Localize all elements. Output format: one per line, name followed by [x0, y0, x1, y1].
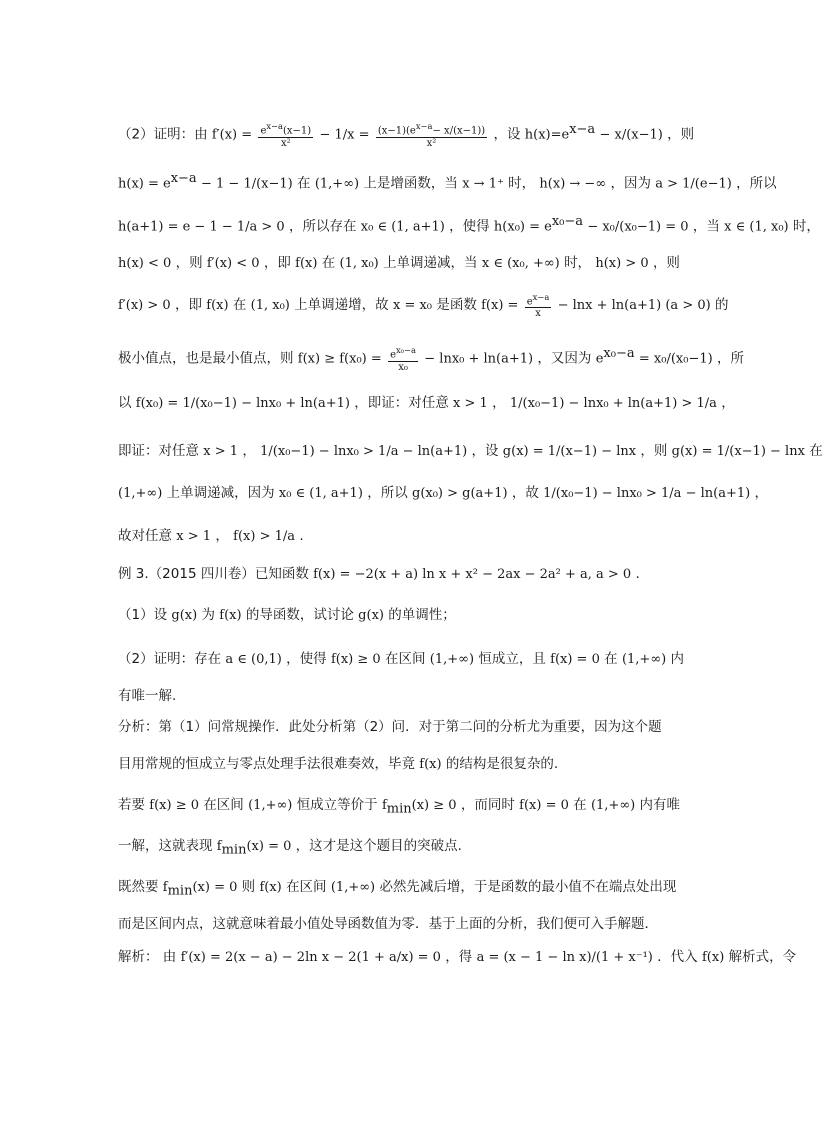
math: g(x₀) > g(a+1): [412, 486, 508, 501]
math: f(x): [701, 950, 725, 965]
math: (x) = 0: [246, 839, 292, 854]
text: ，使得: [449, 218, 490, 235]
exponent: x−a: [415, 121, 433, 132]
math: 1/(x₀−1) − lnx₀ > 1/a − ln(a+1): [260, 444, 468, 459]
text: 在: [297, 175, 311, 192]
text: 是函数: [436, 297, 477, 313]
math: f(x) ≥ 0: [149, 798, 200, 813]
text: 解析： 由: [118, 949, 177, 965]
text: 解析式，令: [728, 949, 797, 965]
exponent: x₀−a: [551, 214, 584, 229]
text: 时，: [564, 255, 592, 271]
line-12: [118, 600, 678, 630]
math: f(x) > 1/a: [233, 529, 296, 544]
math: (1,+∞): [429, 652, 475, 667]
math: 1/(x₀−1) − lnx₀ + ln(a+1) > 1/a: [509, 396, 717, 411]
exponent: x−a: [532, 291, 550, 302]
text: ，则: [640, 443, 668, 459]
math: g(x): [358, 608, 384, 623]
math: − x/(x−1)): [432, 125, 486, 137]
text: ，使得: [286, 651, 327, 667]
math: x > 1: [203, 444, 239, 459]
math: a = (x − 1 − ln x)/(1 + x⁻¹): [476, 950, 653, 965]
text: 的结构是很复杂的.: [445, 756, 559, 772]
text: 的单调性；: [388, 607, 456, 623]
math: g(x): [171, 608, 198, 623]
math: − x/(x−1): [599, 127, 663, 143]
math: x: [535, 308, 541, 320]
math: f(x) = 0: [519, 798, 569, 813]
text: .: [635, 566, 640, 582]
text: ．代入: [657, 949, 698, 965]
math: f′(x) =: [211, 127, 253, 143]
text: 时，: [508, 175, 536, 192]
fraction: [388, 345, 418, 372]
line-1: [118, 115, 695, 149]
text: ，则: [667, 126, 695, 143]
line-11: [118, 559, 678, 589]
text: ，: [721, 395, 735, 411]
math: (1,+∞): [330, 880, 376, 895]
text: ，当: [692, 218, 720, 235]
text: ，即证：对任意: [354, 395, 449, 411]
subscript: min: [167, 883, 193, 899]
line-16: [118, 749, 678, 779]
text: 在区间: [384, 651, 426, 667]
text: 时，: [792, 218, 820, 235]
text: 在: [321, 255, 336, 271]
fraction: [525, 292, 552, 319]
text: 而是区间内点，这就意味着最小值处导函数值为零．基于上面的分析，我们便可入手解题．: [118, 916, 658, 932]
line-20: [118, 909, 678, 939]
line-3: [118, 207, 820, 237]
line-21: [118, 942, 797, 972]
text: ，即: [174, 297, 202, 313]
math: f(x): [259, 880, 282, 895]
math: f(x) =: [481, 298, 519, 313]
math: e: [595, 351, 604, 367]
text: ，而同时: [460, 797, 515, 813]
line-13: [118, 644, 685, 674]
math: f(x): [206, 298, 229, 313]
math: e: [390, 349, 396, 361]
math: x ∈ (1, x₀): [724, 219, 789, 235]
text: 例 3.（2015 四川卷）已知函数: [118, 566, 309, 582]
text: （2）证明：由: [118, 126, 208, 143]
line-8: [118, 436, 823, 466]
math: f: [216, 839, 222, 854]
math: x = x₀: [392, 298, 433, 313]
math: a ∈ (0,1): [225, 652, 282, 667]
math: f′(x) < 0: [206, 256, 260, 271]
math: h(x)=e: [524, 127, 570, 143]
math: 1/(x₀−1) − lnx₀ > 1/a − ln(a+1): [543, 486, 751, 501]
text: 若要: [118, 797, 145, 813]
line-19: [118, 872, 678, 902]
text: 上单调递减，当: [383, 255, 478, 271]
math: h(x) → −∞: [539, 176, 607, 192]
math: (1,+∞): [314, 176, 360, 192]
math: (x−1)(e: [377, 125, 416, 137]
text: ，设: [471, 443, 499, 459]
text: ，: [215, 528, 229, 544]
math: f′(x) = 2(x − a) − 2ln x − 2(1 + a/x) = 0: [180, 950, 441, 965]
text: ，又因为: [537, 350, 592, 367]
text: （2）证明：存在: [118, 651, 222, 667]
text: 内有唯: [639, 797, 681, 813]
math: (x−1): [283, 125, 312, 137]
math: g(x) = 1/(x−1) − lnx: [502, 444, 637, 459]
math: − lnx + ln(a+1) (a > 0): [557, 298, 711, 313]
text: ，得: [445, 949, 473, 965]
math: f′(x) > 0: [118, 298, 171, 313]
exponent: x−a: [569, 122, 596, 137]
math: − 1/x =: [319, 127, 370, 143]
line-6: [118, 339, 744, 373]
math: f(x) = 0: [550, 652, 600, 667]
subscript: min: [386, 801, 412, 817]
math: (1,+∞): [118, 486, 163, 501]
math: f: [162, 880, 168, 895]
math: h(x₀) = e: [493, 219, 552, 235]
text: 为: [201, 607, 215, 623]
text: ，则: [175, 255, 203, 271]
math: h(a+1) = e − 1 − 1/a > 0: [118, 219, 285, 235]
text: .: [299, 528, 304, 544]
text: 有唯一解.: [118, 688, 177, 704]
text: 上单调递增，故: [294, 297, 389, 313]
exponent: x−a: [170, 171, 197, 186]
text: ，故: [511, 485, 539, 501]
line-18: [118, 831, 678, 861]
math: f(x) ≥ f(x₀) =: [297, 351, 382, 367]
text: 上是增函数，当: [363, 175, 458, 192]
line-5: [118, 290, 729, 320]
math: x₀ ∈ (1, a+1): [278, 486, 363, 501]
math: (x) = 0: [192, 880, 238, 895]
text: 在: [232, 297, 247, 313]
math: f(x) = −2(x + a) ln x + x² − 2ax − 2a² + a, a > 0: [313, 567, 632, 582]
line-15: [118, 712, 678, 742]
math: x → 1⁺: [462, 176, 504, 192]
math: (1,+∞): [590, 798, 636, 813]
text: 恒成立等价于: [296, 797, 378, 813]
math: f(x₀) = 1/(x₀−1) − lnx₀ + ln(a+1): [135, 396, 350, 411]
text: 上单调递减，因为: [166, 485, 275, 501]
math: f(x): [295, 256, 318, 271]
text: ，所: [717, 350, 744, 367]
line-10: [118, 521, 678, 551]
text: 在区间: [286, 879, 327, 895]
text: 即证：对任意: [118, 443, 199, 459]
text: 既然要: [118, 879, 159, 895]
math: f: [381, 798, 387, 813]
math: − 1 − 1/(x−1): [200, 176, 293, 192]
math: f(x) ≥ 0: [330, 652, 381, 667]
text: 在: [604, 651, 618, 667]
math: = x₀/(x₀−1): [638, 351, 713, 367]
text: ，因为: [610, 175, 651, 192]
text: ，所以: [736, 175, 777, 192]
text: 以: [118, 395, 132, 411]
exponent: x−a: [266, 121, 284, 132]
text: 分析：第（1）问常规操作．此处分析第（2）问．对于第二问的分析尤为重要，因为这个题: [118, 719, 662, 735]
math: x²: [426, 137, 437, 149]
exponent: x₀−a: [395, 345, 416, 356]
text: 在: [809, 443, 823, 459]
line-14: [118, 681, 678, 711]
math: a > 1/(e−1): [655, 176, 732, 192]
math: (1, x₀): [250, 298, 290, 313]
math: (x) ≥ 0: [411, 798, 457, 813]
math: − lnx₀ + ln(a+1): [424, 351, 534, 367]
text: 的导函数，试讨论: [245, 607, 354, 623]
math: f(x): [219, 608, 242, 623]
line-7: [118, 388, 735, 418]
text: ，: [492, 395, 506, 411]
math: (1,+∞): [621, 652, 667, 667]
line-17: [118, 790, 681, 820]
text: 在区间: [203, 797, 244, 813]
line-4: [118, 248, 678, 278]
text: ，所以存在: [289, 218, 357, 235]
text: 目用常规的恒成立与零点处理手法很难奏效，毕竟: [118, 756, 415, 772]
fraction: [376, 121, 487, 148]
math: (1,+∞): [248, 798, 293, 813]
exponent: x₀−a: [603, 346, 635, 361]
text: ，设: [493, 126, 521, 143]
text: 一解，这就表现: [118, 838, 213, 854]
text: 内: [670, 651, 685, 667]
text: ，所以: [367, 485, 408, 501]
text: 则: [241, 879, 256, 895]
math: x²: [281, 137, 291, 149]
math: g(x) = 1/(x−1) − lnx: [671, 444, 805, 459]
math: h(x) < 0: [118, 256, 172, 271]
text: 极小值点，也是最小值点，则: [118, 350, 294, 367]
text: 在: [573, 797, 587, 813]
text: ，即: [263, 255, 291, 271]
math: x ∈ (x₀, +∞): [481, 256, 560, 271]
text: 恒成立，且: [478, 651, 546, 667]
math: f(x): [419, 757, 442, 772]
math: x > 1: [453, 396, 488, 411]
math: (1, x₀): [339, 256, 379, 271]
math: x₀ ∈ (1, a+1): [360, 219, 445, 235]
line-9: [118, 478, 768, 508]
math: h(x) = e: [118, 176, 171, 192]
math: h(x) > 0: [595, 256, 649, 271]
text: ，则: [652, 255, 680, 271]
fraction: [258, 121, 313, 148]
math: − x₀/(x₀−1) = 0: [587, 219, 689, 235]
text: 故对任意: [118, 528, 172, 544]
line-2: [118, 164, 777, 194]
text: ，: [754, 485, 768, 501]
math: e: [526, 296, 533, 308]
math: x > 1: [176, 529, 212, 544]
math: x₀: [398, 361, 408, 373]
text: ，: [242, 443, 256, 459]
text: ，这才是这个题目的突破点.: [295, 838, 462, 854]
math: e: [260, 125, 267, 137]
text: 的: [714, 297, 729, 313]
text: 必然先减后增，于是函数的最小值不在端点处出现: [379, 879, 677, 895]
text: （1）设: [118, 607, 168, 623]
subscript: min: [221, 842, 247, 858]
